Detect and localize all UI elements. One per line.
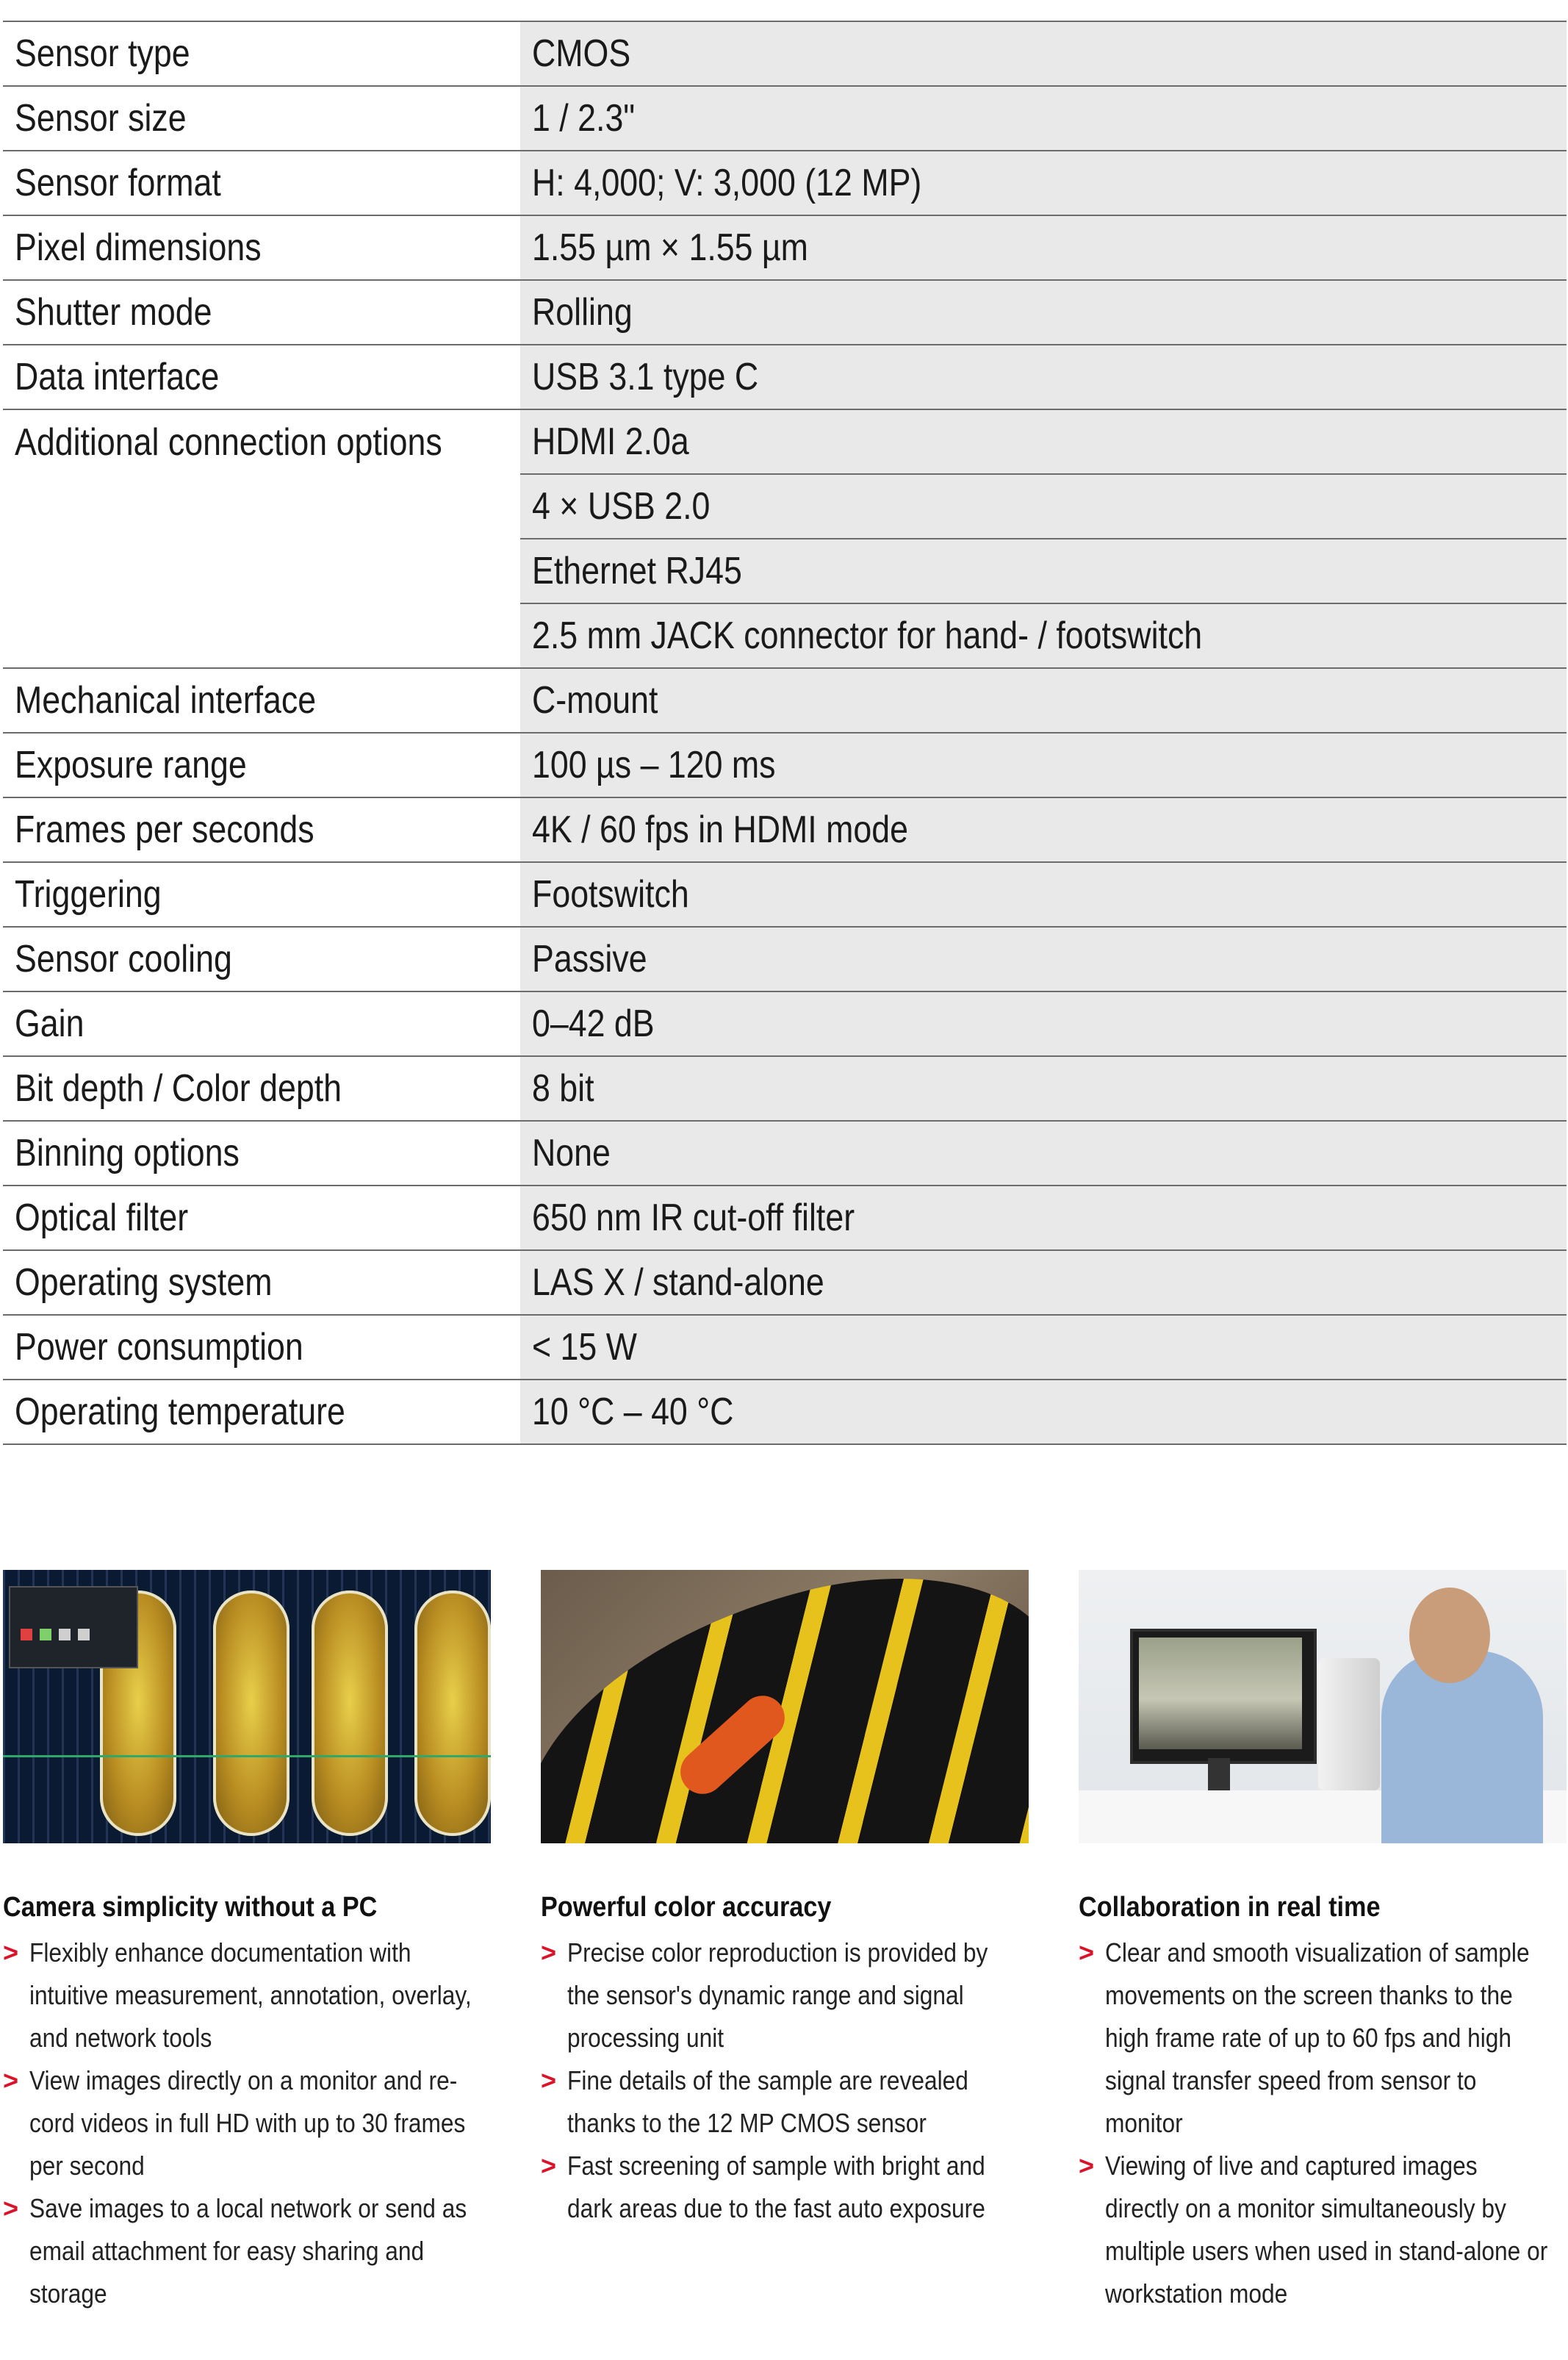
spec-value — [520, 21, 1567, 86]
spec-label — [3, 21, 520, 86]
feature-title: Powerful color accuracy — [541, 1892, 832, 1923]
spec-value-text: 4 × USB 2.0 — [532, 485, 711, 528]
spec-label — [3, 1315, 520, 1380]
spec-value-text: Ethernet RJ45 — [532, 550, 742, 592]
table-row — [3, 280, 1567, 345]
spec-label — [3, 151, 520, 215]
table-row — [3, 151, 1567, 215]
spec-label-text: Additional connection options — [15, 421, 442, 464]
spec-value — [520, 668, 1567, 733]
spec-value-text: Passive — [532, 938, 647, 980]
spec-value — [520, 1380, 1567, 1444]
spec-value — [520, 991, 1567, 1056]
list-item: > Precise color reproduction is provided by the sensor's dynamic range and signal processing unit — [541, 1932, 1029, 2059]
table-row — [3, 1380, 1567, 1444]
spec-value-text: 100 µs – 120 ms — [532, 744, 776, 786]
spec-label — [3, 927, 520, 991]
list-item: > Fast screening of sample with bright and dark areas due to the fast auto exposure — [541, 2145, 1029, 2230]
table-row — [3, 215, 1567, 280]
spec-label — [3, 215, 520, 280]
spec-value — [520, 1056, 1567, 1121]
spec-label-text: Sensor cooling — [15, 938, 232, 980]
spec-value — [520, 474, 1567, 539]
spec-label-text: Shutter mode — [15, 291, 212, 334]
spec-value-text: None — [532, 1132, 611, 1174]
table-row — [3, 991, 1567, 1056]
measurement-screen-photo — [3, 1570, 491, 1843]
table-row — [3, 409, 1567, 474]
spec-value — [520, 1250, 1567, 1315]
spec-value-text: 8 bit — [532, 1067, 594, 1110]
spec-label — [3, 86, 520, 151]
feature-camera-simplicity — [3, 1570, 491, 2315]
table-row — [3, 1121, 1567, 1186]
spec-value-text: 1.55 µm × 1.55 µm — [532, 226, 808, 269]
spec-value — [520, 215, 1567, 280]
table-row — [3, 21, 1567, 86]
spec-label-text: Operating temperature — [15, 1391, 345, 1433]
table-row — [3, 345, 1567, 409]
list-item: > Clear and smooth visualization of sample movements on the screen thanks to the high frame rate of up to 60 fps and high signal transfer speed from sensor to monitor — [1079, 1932, 1567, 2145]
spec-value-text: HDMI 2.0a — [532, 420, 689, 463]
spec-label — [3, 1056, 520, 1121]
list-item: > Flexibly enhance documentation with intuitive measurement, annotation, overlay, and network tools — [3, 1932, 491, 2059]
spec-value — [520, 733, 1567, 797]
spec-label-text: Exposure range — [15, 744, 247, 786]
spec-value-text: 10 °C – 40 °C — [532, 1391, 734, 1433]
spec-value-text: C-mount — [532, 679, 658, 722]
spec-value — [520, 345, 1567, 409]
spec-value-text: USB 3.1 type C — [532, 356, 759, 398]
spec-label — [3, 1380, 520, 1444]
spec-label-text: Operating system — [15, 1261, 273, 1304]
spec-label — [3, 1121, 520, 1186]
software-panel-icon — [9, 1586, 138, 1668]
spec-label — [3, 1250, 520, 1315]
spec-label-text: Triggering — [15, 873, 162, 916]
table-row — [3, 1315, 1567, 1380]
feature-bullets — [1079, 1932, 1567, 2315]
spec-table — [3, 21, 1567, 1445]
spec-value — [520, 539, 1567, 603]
list-item: > Fine details of the sample are revealed thanks to the 12 MP CMOS sensor — [541, 2059, 1029, 2145]
spec-value — [520, 1121, 1567, 1186]
moth-wing-photo — [541, 1570, 1029, 1843]
spec-value-text: H: 4,000; V: 3,000 (12 MP) — [532, 162, 922, 204]
spec-label-text: Data interface — [15, 356, 220, 398]
spec-value — [520, 86, 1567, 151]
spec-label-text: Frames per seconds — [15, 808, 314, 851]
spec-value-text: 4K / 60 fps in HDMI mode — [532, 808, 909, 851]
list-item: > View images directly on a monitor and re-cord videos in full HD with up to 30 frames per second — [3, 2059, 491, 2187]
spec-value — [520, 1186, 1567, 1250]
spec-value — [520, 603, 1567, 668]
spec-label-text: Optical filter — [15, 1197, 189, 1239]
spec-value-text: < 15 W — [532, 1326, 637, 1369]
table-row — [3, 733, 1567, 797]
spec-label-text: Power consumption — [15, 1326, 303, 1369]
feature-title: Collaboration in real time — [1079, 1892, 1381, 1923]
spec-label-text: Sensor format — [15, 162, 221, 204]
list-item: > Save images to a local network or send as email attachment for easy sharing and storage — [3, 2187, 491, 2315]
table-row — [3, 862, 1567, 927]
spec-value — [520, 409, 1567, 474]
spec-value — [520, 797, 1567, 862]
spec-value — [520, 1315, 1567, 1380]
feature-color-accuracy — [541, 1570, 1029, 2230]
feature-bullets — [541, 1932, 1029, 2230]
spec-value-text: Rolling — [532, 291, 633, 334]
spec-label-text: Pixel dimensions — [15, 226, 262, 269]
feature-collaboration — [1079, 1570, 1567, 2315]
table-row — [3, 1186, 1567, 1250]
microscope-user-photo — [1079, 1570, 1567, 1843]
spec-label — [3, 345, 520, 409]
spec-label-text: Gain — [15, 1003, 84, 1045]
spec-value-text: 650 nm IR cut-off filter — [532, 1197, 855, 1239]
spec-table-body — [3, 21, 1567, 1444]
spec-value — [520, 151, 1567, 215]
list-item: > Viewing of live and captured images directly on a monitor simultaneously by multiple users when used in stand-alone or workstation mode — [1079, 2145, 1567, 2315]
spec-label — [3, 409, 520, 668]
spec-label-text: Binning options — [15, 1132, 240, 1174]
spec-value-text: 1 / 2.3" — [532, 97, 636, 140]
table-row — [3, 86, 1567, 151]
spec-value — [520, 927, 1567, 991]
feature-bullets — [3, 1932, 491, 2315]
spec-label — [3, 862, 520, 927]
spec-value — [520, 280, 1567, 345]
table-row — [3, 927, 1567, 991]
spec-label — [3, 668, 520, 733]
spec-label-text: Bit depth / Color depth — [15, 1067, 342, 1110]
spec-value-text: Footswitch — [532, 873, 689, 916]
table-row — [3, 1056, 1567, 1121]
table-row — [3, 797, 1567, 862]
spec-label — [3, 991, 520, 1056]
spec-value-text: CMOS — [532, 32, 631, 75]
feature-title: Camera simplicity without a PC — [3, 1892, 378, 1923]
spec-value — [520, 862, 1567, 927]
spec-value-text: LAS X / stand-alone — [532, 1261, 824, 1304]
table-row — [3, 1250, 1567, 1315]
spec-label-text: Mechanical interface — [15, 679, 317, 722]
spec-label — [3, 280, 520, 345]
spec-label — [3, 797, 520, 862]
spec-value-text: 0–42 dB — [532, 1003, 655, 1045]
spec-label-text: Sensor size — [15, 97, 187, 140]
spec-value-text: 2.5 mm JACK connector for hand- / footswitch — [532, 614, 1203, 657]
table-row — [3, 668, 1567, 733]
spec-label — [3, 1186, 520, 1250]
spec-label — [3, 733, 520, 797]
spec-label-text: Sensor type — [15, 32, 190, 75]
